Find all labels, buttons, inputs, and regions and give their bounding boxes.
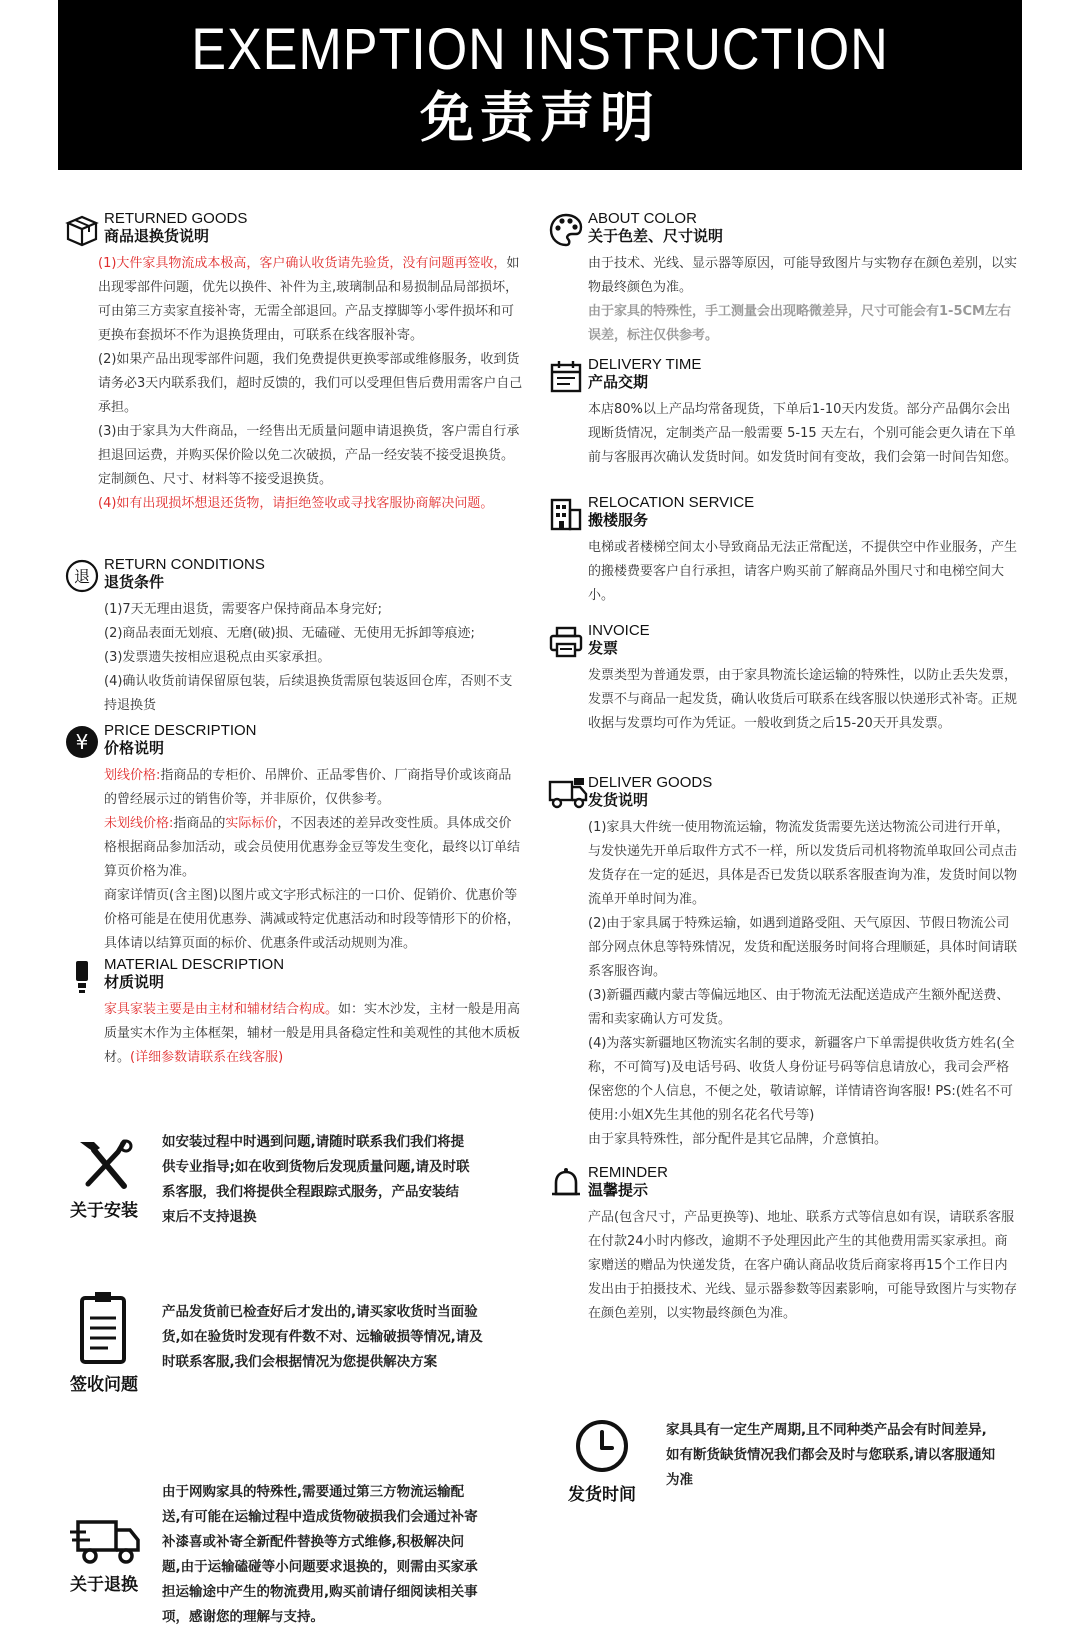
price-p2-black-c: ，不因表述的差异改变性质。具体成交价格根据商品参加活动，或会员使用优惠券金豆等发生变化，最终以订单结算页价格为准。 [104, 816, 521, 879]
delivery-truck-icon [548, 776, 584, 812]
deliver-goods-p1: (1)家具大件统一使用物流运输，物流发货需要先送达物流公司进行开单，与发快递先开单后取件方式不一样，所以发货后司机将物流单取回公司点击发货存在一定的延迟，具体是否已发货以联系客服查询为准，发货时间以物流单开单时间为准。 [588, 820, 1018, 907]
header-title-en: EXEMPTION INSTRUCTION [191, 17, 889, 82]
returned-goods-p1-black: 如出现零部件问题，优先以换件、补件为主,玻璃制品和易损制品局部损坏，可由第三方卖家直接补寄，无需全部退回。产品支撑脚等小零件损坏和可更换布套损坏不作为退换货理由，可联系在线客服补寄。 [98, 256, 520, 343]
relocation-p: 电梯或者楼梯空间太小导致商品无法正常配送，不提供空中作业服务，产生的搬楼费要客户自行承担，请客户购买前了解商品外围尺寸和电梯空间大小。 [588, 540, 1018, 603]
delivery-time-title-en: DELIVERY TIME [588, 356, 702, 373]
return-badge-icon [64, 558, 100, 594]
install-block [64, 1130, 524, 1250]
section-invoice [548, 622, 1018, 774]
returned-goods-p4: (4)如有出现损坏想退还货物，请拒绝签收或寻找客服协商解决问题。 [98, 496, 494, 511]
invoice-title-en: INVOICE [588, 622, 650, 639]
returned-goods-p3: (3)由于家具为大件商品，一经售出无质量问题申请退换货，客户需自行承担退回运费，并购买保价险以免二次破损，产品一经安装不接受退换货。定制颜色、尺寸、材料等不接受退换货。 [98, 424, 520, 487]
palette-icon [548, 212, 584, 248]
sign-text: 产品发货前已检查好后才发出的,请买家收货时当面验货,如在验货时发现有件数不对、远输破损等情况,请及时联系客服,我们会根据情况为您提供解决方案 [162, 1304, 483, 1370]
about-color-title-cn: 关于色差、尺寸说明 [588, 227, 724, 245]
clock-icon [574, 1418, 630, 1474]
material-title-en: MATERIAL DESCRIPTION [104, 956, 285, 973]
price-p2-red: 未划线价格: [104, 816, 174, 831]
relocation-title-cn: 搬楼服务 [588, 511, 649, 529]
price-p2 [104, 812, 524, 884]
price-p1-black: 指商品的专柜价、吊牌价、正品零售价、厂商指导价或该商品的曾经展示过的销售价等，并非原价，仅供参考。 [104, 768, 512, 807]
price-p2-red-b: 实际标价 [225, 816, 278, 831]
reminder-p: 产品(包含尺寸，产品更换等)、地址、联系方式等信息如有误，请联系客服在付款24小时内修改，逾期不予处理因此产生的其他费用需买家承担。商家赠送的赠品为快递发货，在客户确认商品收货后商家将再15个工作日内发出由于拍摄技术、光线、显示器参数等因素影响，可能导致图片与实物存在颜色差别，以实物最终颜色为准。 [588, 1210, 1018, 1321]
price-p3: 商家详情页(含主图)以图片或文字形式标注的一口价、促销价、优惠价等价格可能是在使用优惠券、满减或特定优惠活动和时段等情形下的价格，具体请以结算页面的标价、优惠条件或活动规则为准。 [104, 888, 521, 951]
return-condition-item: (4)确认收货前请保留原包装，后续退换货需原包装返回仓库，否则不支持退换货 [104, 674, 513, 713]
material-p [104, 998, 524, 1070]
calendar-icon [548, 358, 584, 394]
return-about-block [64, 1480, 524, 1640]
header-banner [58, 0, 1022, 170]
bell-icon [548, 1166, 584, 1202]
about-color-title-en: ABOUT COLOR [588, 210, 697, 227]
invoice-title-cn: 发票 [588, 639, 619, 657]
sign-block [64, 1290, 524, 1410]
tools-icon [74, 1138, 134, 1194]
ship-time-block [560, 1418, 1010, 1518]
return-about-text: 由于网购家具的特殊性,需要通过第三方物流运输配送,有可能在运输过程中造成货物破损我们会通过补寄补漆喜或补寄全新配件替换等方式维修,积极解决问题,由于运输磕碰等小问题要求退换的，则需由买家承担运输途中产生的物流费用,购买前请仔细阅读相关事项，感谢您的理解与支持。 [162, 1484, 478, 1625]
delivery-time-p: 本店80%以上产品均常备现货，下单后1-10天内发货。部分产品偶尔会出现断货情况，定制类产品一般需要 5-15 天左右，个别可能会更久请在下单前与客服再次确认发货时间。如发货时间有变故，我们会第一时间告知您。 [588, 402, 1018, 465]
section-price-description [64, 722, 524, 956]
deliver-goods-p3: (3)新疆西藏内蒙古等偏远地区、由于物流无法配送造成产生额外配送费、需和卖家确认方可发货。 [588, 988, 1010, 1027]
clipboard-icon [78, 1290, 128, 1366]
yen-icon [64, 724, 100, 760]
delivery-time-title-cn: 产品交期 [588, 373, 649, 391]
return-conditions-title-cn: 退货条件 [104, 573, 165, 591]
deliver-goods-title-cn: 发货说明 [588, 791, 649, 809]
deliver-goods-p2: (2)由于家具属于特殊运输，如遇到道路受阻、天气原因、节假日物流公司部分网点休息等特殊情况，发货和配送服务时间将合理顺延，具体时间请联系客服咨询。 [588, 916, 1018, 979]
truck-icon [70, 1518, 142, 1566]
price-p1-red: 划线价格: [104, 768, 161, 783]
returned-goods-p1-red: (1)大件家具物流成本极高，客户确认收货请先验货，没有问题再签收， [98, 256, 507, 271]
material-title-cn: 材质说明 [104, 973, 165, 991]
price-title-en: PRICE DESCRIPTION [104, 722, 257, 739]
section-returned-goods [64, 210, 524, 556]
returned-goods-title-en: RETURNED GOODS [104, 210, 248, 227]
header-title-cn: 免责声明 [420, 86, 660, 149]
returned-goods-p1 [98, 252, 524, 348]
relocation-title-en: RELOCATION SERVICE [588, 494, 755, 511]
return-about-label: 关于退换 [70, 1575, 138, 1595]
sign-label: 签收问题 [70, 1375, 138, 1395]
material-bottle-icon [64, 958, 100, 994]
reminder-title-cn: 温馨提示 [588, 1181, 649, 1199]
deliver-goods-p5: 由于家具特殊性，部分配件是其它品牌，介意慎拍。 [588, 1132, 888, 1147]
section-reminder [548, 1164, 1018, 1354]
right-column [548, 210, 1018, 1354]
printer-icon [548, 624, 584, 660]
ship-time-text: 家具具有一定生产周期,且不同种类产品会有时间差异,如有断货缺货情况我们都会及时与您联系,请以客服通知为准 [666, 1422, 996, 1488]
return-condition-item: (3)发票遗失按相应退税点由买家承担。 [104, 650, 331, 665]
material-p-red: 家具家装主要是由主材和辅材结合构成。 [104, 1002, 339, 1017]
returned-goods-title-cn: 商品退换货说明 [104, 227, 210, 245]
reminder-title-en: REMINDER [588, 1164, 669, 1181]
deliver-goods-p4: (4)为落实新疆地区物流实名制的要求，新疆客户下单需提供收货方姓名(全称，不可简写)及电话号码、收货人身份证号码等信息请放心，我司会严格保密您的个人信息，不便之处，敬请谅解，详情请咨询客服! PS:(姓名不可使用:小姐X先生其他的别名花名代号等) [588, 1036, 1015, 1123]
material-p-red2: (详细参数请联系在线客服) [130, 1050, 284, 1065]
svg-text:退: 退 [73, 567, 91, 586]
left-column [64, 210, 524, 1091]
section-return-conditions [64, 556, 524, 722]
section-relocation [548, 494, 1018, 622]
returned-goods-p2: (2)如果产品出现零部件问题，我们免费提供更换零部或维修服务，收到货请务必3天内联系我们，超时反馈的，我们可以受理但售后费用需客户自己承担。 [98, 352, 523, 415]
install-text: 如安装过程中时遇到问题,请随时联系我们我们将提供专业指导;如在收到货物后发现质量问题,请及时联系客服，我们将提供全程跟踪式服务，产品安装结束后不支持退换 [162, 1134, 470, 1225]
material-p-black: 如：实木沙发，主材一般是用高质量实木作为主体框架，辅材一般是用具备稳定性和美观性的其他木质板材。 [104, 1002, 521, 1065]
building-icon [548, 496, 584, 532]
deliver-goods-title-en: DELIVER GOODS [588, 774, 713, 791]
price-p1 [104, 764, 524, 812]
return-condition-item: (2)商品表面无划痕、无磨(破)损、无磕碰、无使用无拆卸等痕迹; [104, 626, 475, 641]
box-icon [64, 212, 100, 248]
about-color-p1: 由于技术、光线、显示器等原因，可能导致图片与实物存在颜色差别，以实物最终颜色为准。 [588, 256, 1018, 295]
svg-text:¥: ¥ [75, 730, 89, 754]
ship-time-label: 发货时间 [568, 1485, 636, 1505]
return-conditions-title-en: RETURN CONDITIONS [104, 556, 265, 573]
price-p2-black-a: 指商品的 [173, 816, 226, 831]
invoice-p: 发票类型为普通发票，由于家具物流长途运输的特殊性，以防止丢失发票，发票不与商品一起发货，确认收货后可联系在线客服以快递形式补寄。正规收据与发票均可作为凭证。一般收到货之后15-20天开具发票。 [588, 668, 1018, 731]
price-title-cn: 价格说明 [104, 739, 165, 757]
section-delivery-time [548, 356, 1018, 494]
section-deliver-goods [548, 774, 1018, 1164]
about-color-p2: 由于家具的特殊性，手工测量会出现略微差异，尺寸可能会有1-5CM左右误差，标注仅供参考。 [588, 304, 1011, 343]
return-condition-item: (1)7天无理由退货，需要客户保持商品本身完好; [104, 602, 383, 617]
install-label: 关于安装 [70, 1201, 138, 1221]
section-about-color [548, 210, 1018, 356]
section-material-description [64, 956, 524, 1091]
